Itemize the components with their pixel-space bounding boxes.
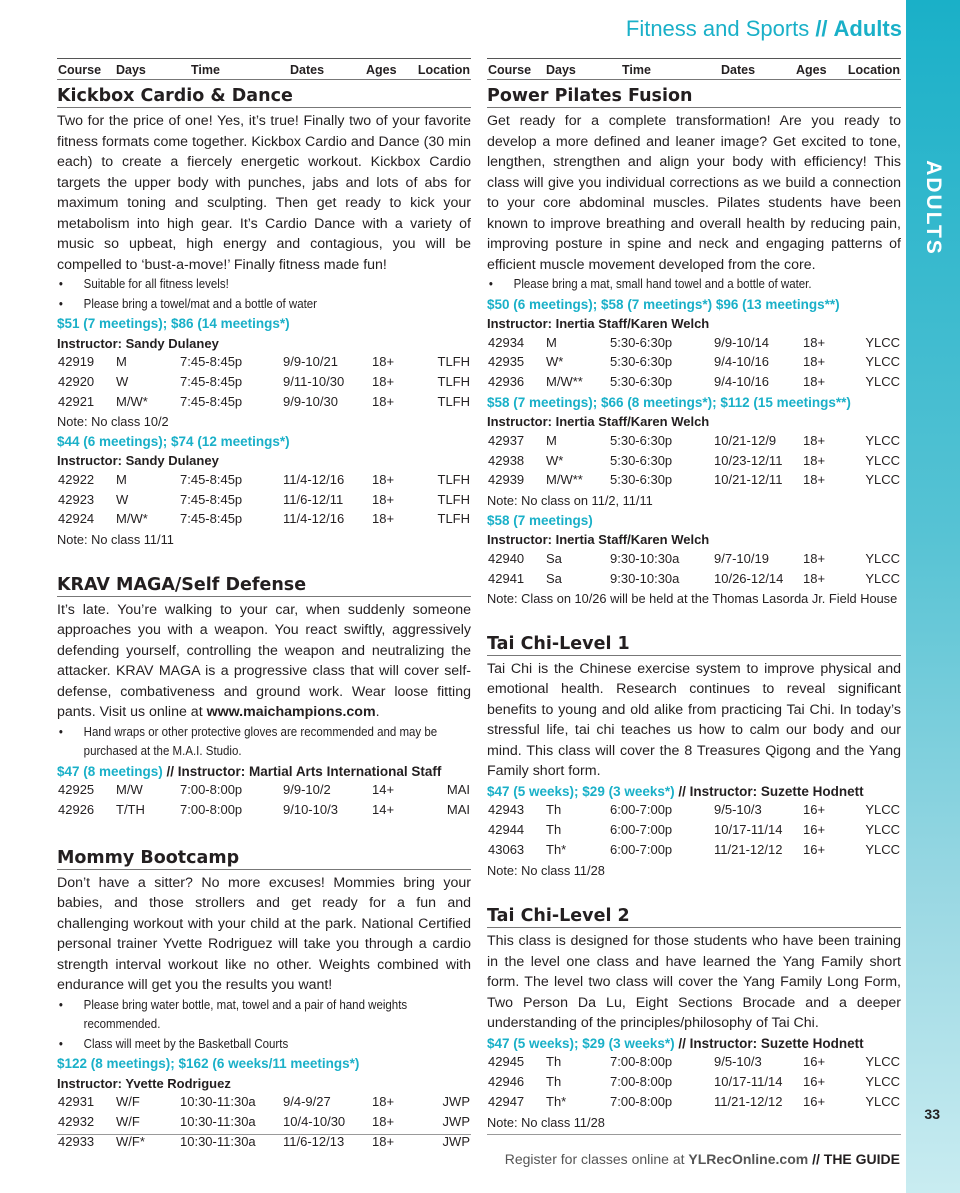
- cell-dates: 11/6-12/13: [283, 1133, 345, 1149]
- course-description: It’s late. You’re walking to your car, when suddenly someone approaches you with a weapon. You react swiftly, aggressively defending yourself, controlling the weapon and neutralizing the attacker. KRAV MAGA is a progressive class that will cover self-defense, combativeness and ground work. Wear loose fitting pants. Visit us online at www.maichampions.com.: [57, 601, 471, 721]
- cell-course: 42926: [58, 802, 95, 818]
- cell-course: 42934: [488, 334, 525, 350]
- course-description: Two for the price of one! Yes, it’s true! Finally two of your favorite fitness formats come together. Kickbox Cardio and Dance (30 min each) to create a fiercely energetic workout. Kickbox Cardio targets the upper body with punches, jabs and lots of abs for maximum toning and sculpting. Then get ready to kick your metabolism into high gear. It’s Cardio Dance with a variety of music so upbeat, high energy and contagious, you will be compelled to ‘bust-a-move!’ Finally fitness made fun!: [57, 113, 471, 273]
- price-line: $58 (7 meetings): [487, 512, 593, 528]
- cell-days: Th: [546, 822, 562, 838]
- cell-time: 5:30-6:30p: [610, 472, 673, 488]
- colhead-days: Days: [116, 63, 146, 77]
- cell-ages: 18+: [803, 354, 826, 370]
- cell-days: W*: [546, 354, 564, 370]
- page-footer: Register for classes online at YLRecOnline.com // THE GUIDE: [504, 1151, 900, 1167]
- colhead-time: Time: [622, 63, 651, 77]
- instructor-line: Instructor: Inertia Staff/Karen Welch: [487, 316, 710, 331]
- course-description: This class is designed for those students who have been training in the level one class and have learned the Yang Family short form. The level two class will cover the Yang Family Long Form, Two Person Da Lu, Eight Sections Brocade and a deeper understanding of the principles/philosophy of Tai Chi.: [487, 933, 901, 1032]
- cell-dates: 9/11-10/30: [283, 373, 345, 389]
- table-row: [487, 373, 901, 393]
- cell-time: 10:30-11:30a: [180, 1114, 256, 1130]
- price-line: $50 (6 meetings); $58 (7 meetings*) $96 (13 meetings**): [487, 296, 840, 312]
- colhead-location: Location: [847, 63, 900, 77]
- cell-dates: 9/5-10/3: [714, 1054, 762, 1070]
- class-rows: [487, 801, 901, 860]
- cell-dates: 9/10-10/3: [283, 802, 338, 818]
- bullet-item: • Please bring a mat, small hand towel and a bottle of water.: [487, 275, 898, 295]
- cell-ages: 18+: [372, 1094, 395, 1110]
- table-row: [487, 801, 901, 821]
- colhead-ages: Ages: [796, 63, 827, 77]
- cell-time: 7:00-8:00p: [610, 1074, 673, 1090]
- table-row: [57, 1093, 471, 1113]
- cell-time: 7:45-8:45p: [180, 354, 243, 369]
- cell-location: YLCC: [865, 1093, 900, 1109]
- cell-days: W/F: [116, 1094, 140, 1110]
- cell-dates: 11/21-12/12: [714, 1093, 783, 1109]
- cell-dates: 10/21-12/9: [714, 432, 777, 448]
- class-rows: [487, 334, 901, 393]
- cell-days: Th*: [546, 1093, 567, 1109]
- table-row: [487, 821, 901, 841]
- class-note: Note: No class on 11/2, 11/11: [487, 493, 653, 509]
- cell-dates: 9/5-10/3: [714, 802, 762, 818]
- left-column: [57, 58, 471, 1153]
- bullet-dot-icon: •: [488, 277, 493, 291]
- cell-location: YLCC: [865, 841, 900, 857]
- cell-ages: 16+: [803, 1074, 826, 1090]
- header-audience: Adults: [833, 16, 902, 41]
- cell-course: 42947: [488, 1093, 525, 1109]
- cell-ages: 16+: [803, 841, 826, 857]
- header-section: Fitness and Sports: [625, 16, 810, 41]
- course-title-krav-maga: KRAV MAGA/Self Defense: [57, 575, 471, 597]
- cell-dates: 10/21-12/11: [714, 472, 783, 488]
- table-row: [487, 432, 901, 452]
- cell-time: 7:45-8:45p: [180, 471, 243, 487]
- cell-course: 42940: [488, 550, 525, 566]
- price-line: $51 (7 meetings); $86 (14 meetings*): [57, 316, 290, 331]
- cell-days: W: [116, 373, 129, 389]
- instructor-inline: // Instructor: Suzette Hodnett: [674, 1035, 864, 1051]
- cell-course: 42922: [58, 471, 95, 487]
- cell-ages: 18+: [372, 511, 395, 527]
- divider: [487, 1134, 901, 1135]
- section-gap: [487, 880, 901, 900]
- price-line: $58 (7 meetings); $66 (8 meetings*); $112 (15 meetings**): [487, 394, 851, 410]
- cell-time: 5:30-6:30p: [610, 452, 673, 468]
- price-line: $47 (5 weeks); $29 (3 weeks*) // Instructor: Suzette Hodnett: [487, 783, 864, 799]
- cell-dates: 9/7-10/19: [714, 550, 769, 566]
- cell-time: 6:00-7:00p: [610, 822, 673, 838]
- price-line: $47 (5 weeks); $29 (3 weeks*) // Instructor: Suzette Hodnett: [487, 1035, 864, 1051]
- bullet-item: • Please bring a towel/mat and a bottle of water: [57, 295, 468, 315]
- instructor-inline: // Instructor: Suzette Hodnett: [674, 783, 864, 799]
- table-row: [57, 491, 471, 511]
- bullet-dot-icon: •: [58, 277, 63, 291]
- page-header: [626, 16, 902, 42]
- table-row: [57, 801, 471, 821]
- bullet-item: • Hand wraps or other protective gloves are recommended and may be purchased at the M.A.I. Studio.: [58, 724, 438, 759]
- cell-ages: 18+: [372, 393, 395, 409]
- price-line: $44 (6 meetings); $74 (12 meetings*): [57, 433, 290, 449]
- cell-course: 42925: [58, 782, 95, 798]
- cell-location: TLFH: [437, 354, 470, 369]
- course-title-kickbox: Kickbox Cardio & Dance: [57, 86, 471, 108]
- cell-course: 42924: [58, 511, 95, 527]
- website-link[interactable]: www.maichampions.com: [206, 704, 376, 721]
- cell-time: 7:00-8:00p: [180, 802, 243, 818]
- cell-location: YLCC: [865, 1074, 900, 1090]
- cell-course: 42945: [488, 1054, 525, 1070]
- cell-dates: 11/6-12/11: [283, 491, 344, 507]
- cell-dates: 9/9-10/30: [283, 393, 338, 409]
- cell-course: 42938: [488, 452, 525, 468]
- header-separator: //: [815, 16, 828, 41]
- cell-ages: 18+: [803, 374, 826, 390]
- cell-location: YLCC: [865, 472, 900, 488]
- class-rows: [487, 432, 901, 491]
- colhead-dates: Dates: [721, 63, 756, 77]
- cell-course: 42944: [488, 822, 525, 838]
- sidebar-label-text: ADULTS: [922, 160, 946, 256]
- table-row: [487, 1073, 901, 1093]
- cell-ages: 18+: [803, 472, 826, 488]
- cell-location: TLFH: [437, 471, 470, 487]
- cell-time: 9:30-10:30a: [610, 550, 680, 566]
- cell-course: 42941: [488, 570, 525, 586]
- cell-course: 42931: [58, 1094, 95, 1110]
- section-gap: [487, 609, 901, 628]
- instructor-inline: // Instructor: Martial Arts International Staff: [162, 763, 442, 779]
- cell-location: YLCC: [865, 570, 900, 586]
- cell-days: W/F*: [116, 1133, 145, 1149]
- cell-days: M/W**: [546, 472, 583, 488]
- cell-course: 43063: [488, 841, 525, 857]
- cell-days: M: [546, 432, 557, 448]
- course-title-mommy-bootcamp: Mommy Bootcamp: [57, 848, 471, 870]
- cell-location: YLCC: [865, 452, 900, 468]
- cell-ages: 14+: [372, 782, 395, 798]
- cell-dates: 11/21-12/12: [714, 841, 783, 857]
- cell-days: W: [116, 491, 129, 507]
- class-rows: [57, 471, 471, 530]
- cell-days: Sa: [546, 570, 562, 586]
- page-number: 33: [924, 1106, 940, 1122]
- cell-time: 10:30-11:30a: [180, 1133, 256, 1149]
- table-row: [57, 373, 471, 393]
- cell-days: Th: [546, 1054, 562, 1070]
- column-header: [57, 58, 471, 80]
- class-rows: [57, 1093, 471, 1152]
- course-title-tai-chi-1: Tai Chi-Level 1: [487, 634, 901, 656]
- cell-course: 42937: [488, 432, 525, 448]
- colhead-course: Course: [58, 63, 102, 77]
- class-note: Note: No class 11/28: [487, 1114, 605, 1130]
- cell-days: M: [546, 334, 557, 350]
- class-note: Note: No class 11/11: [57, 532, 174, 548]
- price-line: $122 (8 meetings); $162 (6 weeks/11 meetings*): [57, 1056, 360, 1072]
- cell-days: T/TH: [116, 802, 145, 818]
- sidebar-label: [908, 158, 958, 258]
- cell-days: M/W*: [116, 393, 148, 409]
- class-rows: [57, 781, 471, 821]
- cell-course: 42923: [58, 491, 95, 507]
- class-note: Note: Class on 10/26 will be held at the Thomas Lasorda Jr. Field House: [487, 591, 898, 607]
- course-title-power-pilates: Power Pilates Fusion: [487, 86, 901, 108]
- table-row: [487, 1093, 901, 1113]
- table-row: [57, 471, 471, 491]
- cell-location: YLCC: [865, 354, 900, 370]
- cell-ages: 18+: [372, 1114, 395, 1130]
- cell-ages: 16+: [803, 822, 826, 838]
- colhead-days: Days: [546, 63, 576, 77]
- colhead-course: Course: [488, 63, 532, 77]
- colhead-location: Location: [417, 63, 470, 77]
- class-note: Note: No class 11/28: [487, 862, 605, 878]
- cell-course: 42936: [488, 374, 525, 390]
- right-column: [487, 58, 901, 1132]
- table-row: [57, 1113, 471, 1133]
- table-row: [487, 334, 901, 354]
- cell-course: 42933: [58, 1133, 95, 1149]
- class-rows: [487, 1053, 901, 1112]
- cell-course: 42939: [488, 472, 525, 488]
- cell-ages: 16+: [803, 802, 826, 818]
- cell-location: MAI: [446, 802, 470, 818]
- cell-time: 6:00-7:00p: [610, 841, 673, 857]
- cell-location: JWP: [442, 1133, 470, 1149]
- cell-days: M: [116, 471, 127, 487]
- cell-location: YLCC: [865, 802, 900, 818]
- cell-dates: 9/4-10/16: [714, 354, 769, 370]
- section-gap: [57, 550, 471, 569]
- course-description: Get ready for a complete transformation! Are you ready to develop a more defined and leaner image? Get excited to tone, lengthen, strengthen and align your body with efficiency! This class will give you individual corrections as we build a connection to your core abdominal muscles. Pilates students have been known to improve breathing and overall health by reducing pain, improving posture in spine and neck and engaging patterns of efficient muscle movement developed from the core.: [487, 113, 901, 273]
- cell-location: TLFH: [437, 511, 470, 527]
- cell-days: Th*: [546, 841, 567, 857]
- cell-location: MAI: [446, 782, 470, 798]
- cell-days: W/F: [116, 1114, 140, 1130]
- cell-time: 9:30-10:30a: [610, 570, 680, 586]
- cell-dates: 10/23-12/11: [714, 452, 783, 468]
- cell-ages: 16+: [803, 1054, 826, 1070]
- cell-days: M/W: [116, 782, 143, 798]
- table-row: [487, 452, 901, 472]
- cell-dates: 11/4-12/16: [283, 471, 345, 487]
- cell-ages: 18+: [372, 1133, 395, 1149]
- cell-ages: 18+: [803, 334, 826, 350]
- table-row: [487, 841, 901, 861]
- cell-course: 42932: [58, 1114, 95, 1130]
- cell-ages: 18+: [372, 491, 395, 507]
- cell-time: 5:30-6:30p: [610, 354, 673, 370]
- section-gap: [57, 821, 471, 842]
- cell-dates: 9/9-10/2: [283, 782, 331, 798]
- table-row: [57, 510, 471, 530]
- cell-ages: 18+: [372, 354, 395, 369]
- cell-course: 42921: [58, 393, 95, 409]
- cell-ages: 16+: [803, 1093, 826, 1109]
- cell-time: 5:30-6:30p: [610, 432, 673, 448]
- cell-location: TLFH: [437, 393, 470, 409]
- cell-ages: 18+: [803, 550, 826, 566]
- cell-dates: 10/4-10/30: [283, 1114, 346, 1130]
- cell-time: 7:45-8:45p: [180, 491, 243, 507]
- cell-days: M/W**: [546, 374, 583, 390]
- cell-dates: 10/17-11/14: [714, 822, 783, 838]
- bullet-dot-icon: •: [58, 1036, 63, 1051]
- course-description: Tai Chi is the Chinese exercise system to improve physical and emotional health. Research continues to reveal significant benefits to young and old alike from practicing Tai Chi. In today’s stressful life, tai chi teaches us how to calm our body and our mind. This class will cover the 8 Treasures Qigong and the Yang Family short form.: [487, 660, 901, 780]
- cell-ages: 18+: [803, 452, 826, 468]
- bullet-dot-icon: •: [58, 997, 63, 1012]
- cell-location: YLCC: [865, 822, 900, 838]
- cell-time: 10:30-11:30a: [180, 1094, 256, 1110]
- table-row: [57, 393, 471, 413]
- cell-days: M/W*: [116, 511, 148, 527]
- cell-ages: 18+: [803, 570, 826, 586]
- cell-location: JWP: [442, 1094, 470, 1110]
- cell-dates: 9/4-10/16: [714, 374, 769, 390]
- course-description: Don’t have a sitter? No more excuses! Mommies bring your babies, and those strollers and get ready for a fun and challenging workout with your child at the park. National Certified personal trainer Yvette Rodriguez will take you through a cardio strength interval workout like no other. Weights combined with endurance will get you the results you want!: [57, 874, 471, 994]
- cell-course: 42946: [488, 1074, 525, 1090]
- cell-time: 7:45-8:45p: [180, 393, 243, 409]
- table-row: [487, 570, 901, 590]
- cell-dates: 9/9-10/14: [714, 334, 769, 350]
- footer-website-link[interactable]: YLRecOnline.com: [688, 1151, 809, 1167]
- table-row: [57, 353, 471, 373]
- table-row: [487, 471, 901, 491]
- cell-dates: 9/4-9/27: [283, 1094, 331, 1110]
- bullet-item: • Suitable for all fitness levels!: [57, 275, 468, 295]
- footer-guide-title: // THE GUIDE: [808, 1151, 900, 1167]
- cell-location: YLCC: [865, 1054, 900, 1070]
- cell-location: YLCC: [865, 432, 900, 448]
- cell-time: 7:00-8:00p: [610, 1054, 673, 1070]
- instructor-line: Instructor: Yvette Rodriguez: [57, 1075, 231, 1091]
- cell-time: 7:00-8:00p: [610, 1093, 673, 1109]
- colhead-ages: Ages: [366, 63, 397, 77]
- table-row: [487, 353, 901, 373]
- cell-location: TLFH: [437, 373, 470, 389]
- cell-time: 7:45-8:45p: [180, 373, 243, 389]
- class-rows: [57, 353, 471, 412]
- cell-days: Sa: [546, 550, 562, 566]
- cell-time: 7:00-8:00p: [180, 782, 243, 798]
- table-row: [487, 550, 901, 570]
- cell-course: 42943: [488, 802, 525, 818]
- instructor-line: Instructor: Sandy Dulaney: [57, 335, 219, 351]
- colhead-dates: Dates: [290, 63, 325, 77]
- cell-time: 5:30-6:30p: [610, 334, 673, 350]
- cell-location: TLFH: [437, 491, 470, 507]
- bullet-dot-icon: •: [58, 296, 63, 311]
- instructor-line: Instructor: Inertia Staff/Karen Welch: [487, 414, 710, 430]
- cell-days: Th: [546, 802, 562, 818]
- column-header: [487, 58, 901, 80]
- instructor-line: Instructor: Inertia Staff/Karen Welch: [487, 532, 710, 548]
- instructor-line: Instructor: Sandy Dulaney: [57, 453, 219, 469]
- cell-location: JWP: [442, 1114, 470, 1130]
- cell-days: Th: [546, 1074, 562, 1090]
- colhead-time: Time: [191, 63, 220, 77]
- cell-days: M: [116, 354, 127, 369]
- divider: [57, 1134, 471, 1135]
- cell-dates: 10/17-11/14: [714, 1074, 783, 1090]
- cell-location: YLCC: [865, 334, 900, 350]
- cell-location: YLCC: [865, 374, 900, 390]
- class-rows: [487, 550, 901, 590]
- price-line: $47 (8 meetings) // Instructor: Martial Arts International Staff: [57, 763, 442, 779]
- cell-dates: 11/4-12/16: [283, 511, 345, 527]
- cell-location: YLCC: [865, 550, 900, 566]
- table-row: [57, 781, 471, 801]
- cell-time: 6:00-7:00p: [610, 802, 673, 818]
- cell-dates: 10/26-12/14: [714, 570, 784, 586]
- cell-course: 42920: [58, 373, 95, 389]
- class-note: Note: No class 10/2: [57, 414, 169, 430]
- cell-days: W*: [546, 452, 564, 468]
- cell-time: 5:30-6:30p: [610, 374, 673, 390]
- table-row: [487, 1053, 901, 1073]
- course-title-tai-chi-2: Tai Chi-Level 2: [487, 906, 901, 928]
- cell-ages: 18+: [803, 432, 826, 448]
- cell-dates: 9/9-10/21: [283, 354, 338, 369]
- bullet-dot-icon: •: [58, 724, 63, 739]
- cell-course: 42935: [488, 354, 525, 370]
- table-row: [57, 1133, 471, 1153]
- cell-ages: 18+: [372, 471, 395, 487]
- cell-ages: 18+: [372, 373, 395, 389]
- bullet-item: • Please bring water bottle, mat, towel and a pair of hand weights recommended.: [58, 997, 408, 1032]
- cell-course: 42919: [58, 354, 95, 369]
- cell-ages: 14+: [372, 802, 395, 818]
- cell-time: 7:45-8:45p: [180, 511, 243, 527]
- bullet-item: • Class will meet by the Basketball Courts: [57, 1035, 468, 1055]
